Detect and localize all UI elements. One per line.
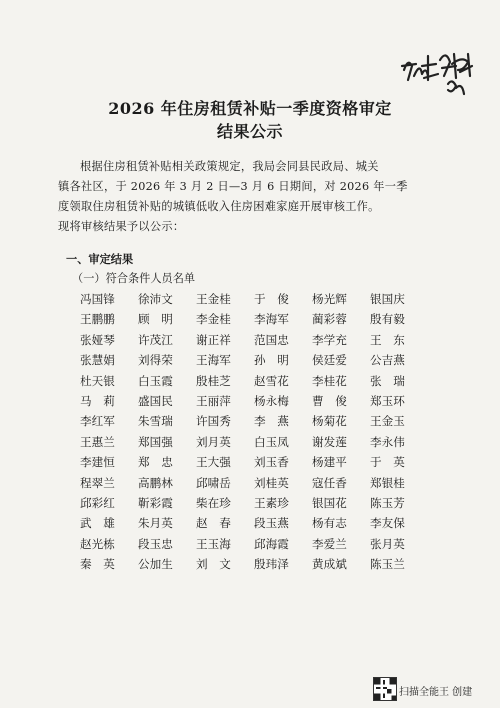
name-entry: 范国忠: [254, 332, 289, 347]
name-entry: 李友保: [370, 516, 405, 531]
name-entry: 谢发莲: [312, 434, 347, 449]
name-entry: 赵 春: [196, 516, 231, 531]
name-entry: 公吉燕: [370, 353, 405, 368]
name-entry: 殷玮泽: [254, 557, 289, 572]
name-entry: 高鹏林: [138, 475, 173, 490]
name-entry: 顾 明: [138, 312, 173, 327]
name-entry: 秦 英: [80, 557, 115, 572]
name-entry: 李永伟: [370, 434, 405, 449]
subsection-heading: （一）符合条件人员名单: [72, 272, 196, 285]
name-entry: 冯国锋: [80, 292, 115, 306]
scanner-watermark: 扫描全能王 创建: [399, 687, 473, 698]
name-entry: 段玉忠: [138, 536, 173, 551]
name-entry: 于 英: [370, 455, 405, 470]
name-entry: 王玉海: [196, 536, 231, 551]
name-entry: 段玉燕: [254, 516, 289, 531]
name-entry: 李桂花: [312, 373, 347, 388]
name-entry: 蔺彩蓉: [312, 312, 347, 327]
name-entry: 赵雪花: [254, 373, 289, 388]
name-entry: 盛国民: [138, 393, 173, 408]
name-entry: 王鹏鹏: [80, 312, 115, 327]
name-entry: 杨永梅: [254, 393, 289, 408]
name-entry: 李学充: [312, 332, 347, 347]
name-entry: 白玉凤: [254, 434, 289, 449]
name-entry: 杨有志: [312, 516, 347, 531]
document-title-line1: 2026 年住房租赁补贴一季度资格审定: [108, 99, 392, 118]
name-entry: 郑国强: [138, 434, 173, 449]
name-entry: 王丽萍: [196, 393, 231, 408]
name-entry: 李红军: [80, 414, 115, 429]
name-entry: 程翠兰: [80, 475, 115, 490]
name-entry: 李建恒: [80, 455, 115, 470]
name-entry: 寇任香: [312, 475, 347, 490]
name-entry: 武 雄: [80, 516, 115, 531]
name-entry: 杨光辉: [312, 292, 347, 306]
name-entry: 王金桂: [196, 292, 231, 306]
name-entry: 殷有毅: [370, 312, 405, 327]
name-entry: 刘 文: [196, 557, 231, 572]
section-heading: 一、审定结果: [66, 252, 134, 266]
name-entry: 邱海霞: [254, 536, 289, 551]
name-entry: 靳彩霞: [138, 495, 173, 510]
name-entry: 王大强: [196, 455, 231, 470]
name-entry: 刘月英: [196, 434, 231, 449]
name-entry: 银国花: [312, 495, 347, 510]
name-entry: 杨建平: [312, 455, 347, 470]
intro-line: 根据住房租赁补贴相关政策规定，我局会同县民政局、城关: [80, 160, 379, 173]
name-entry: 李爱兰: [312, 536, 347, 551]
intro-line: 镇各社区，于 2026 年 3 月 2 日—3 月 6 日期间，对 2026 年一季: [58, 180, 408, 193]
name-entry: 孙 明: [254, 353, 289, 368]
name-entry: 朱月英: [138, 516, 173, 531]
name-entry: 王素珍: [254, 495, 289, 510]
name-entry: 杨菊花: [312, 414, 347, 429]
name-entry: 杜天银: [80, 373, 115, 388]
name-entry: 黄成斌: [312, 557, 347, 572]
name-entry: 刘桂英: [254, 475, 289, 490]
name-entry: 李 燕: [254, 414, 289, 429]
name-entry: 郑玉环: [370, 393, 405, 408]
name-entry: 张 瑞: [370, 373, 405, 388]
name-entry: 王惠兰: [80, 434, 115, 449]
name-entry: 朱雪瑞: [138, 414, 173, 429]
name-entry: 谢正祥: [196, 332, 231, 347]
intro-line: 现将审核结果予以公示：: [58, 220, 185, 233]
document-title-line2: 结果公示: [216, 122, 283, 141]
eligible-names-list: [80, 291, 460, 576]
intro-paragraph: [58, 157, 458, 237]
name-entry: 陈玉芳: [370, 495, 405, 510]
name-entry: 王金玉: [370, 414, 405, 429]
name-entry: 刘得荣: [138, 353, 173, 368]
name-entry: 王海军: [196, 353, 231, 368]
name-entry: 陈玉兰: [370, 557, 405, 572]
name-entry: 徐沛文: [138, 292, 173, 306]
name-entry: 于 俊: [254, 292, 289, 306]
name-entry: 马 莉: [80, 393, 115, 408]
name-entry: 郑银桂: [370, 475, 405, 490]
name-entry: 公加生: [138, 557, 173, 572]
name-entry: 白玉霞: [138, 373, 173, 388]
name-entry: 柴在珍: [196, 495, 231, 510]
intro-line: 度领取住房租赁补贴的城镇低收入住房困难家庭开展审核工作。: [58, 200, 380, 213]
qr-code-icon: [373, 677, 397, 701]
name-entry: 侯廷爱: [312, 353, 347, 368]
name-entry: 刘玉香: [254, 455, 289, 470]
name-entry: 邱啸岳: [196, 475, 231, 490]
name-entry: 赵光栋: [80, 536, 115, 551]
name-entry: 郑 忠: [138, 455, 173, 470]
name-entry: 银国庆: [370, 292, 405, 306]
name-entry: 邱彩红: [80, 495, 115, 510]
name-entry: 李金桂: [196, 312, 231, 327]
name-entry: 李海军: [254, 312, 289, 327]
name-entry: 张娅琴: [80, 332, 115, 347]
name-entry: 王 东: [370, 332, 405, 347]
name-entry: 曹 俊: [312, 393, 347, 408]
name-entry: 许茂江: [138, 332, 173, 347]
name-entry: 张月英: [370, 536, 405, 551]
name-entry: 许国秀: [196, 414, 231, 429]
name-entry: 张慧娟: [80, 353, 115, 368]
name-entry: 殷桂芝: [196, 373, 231, 388]
